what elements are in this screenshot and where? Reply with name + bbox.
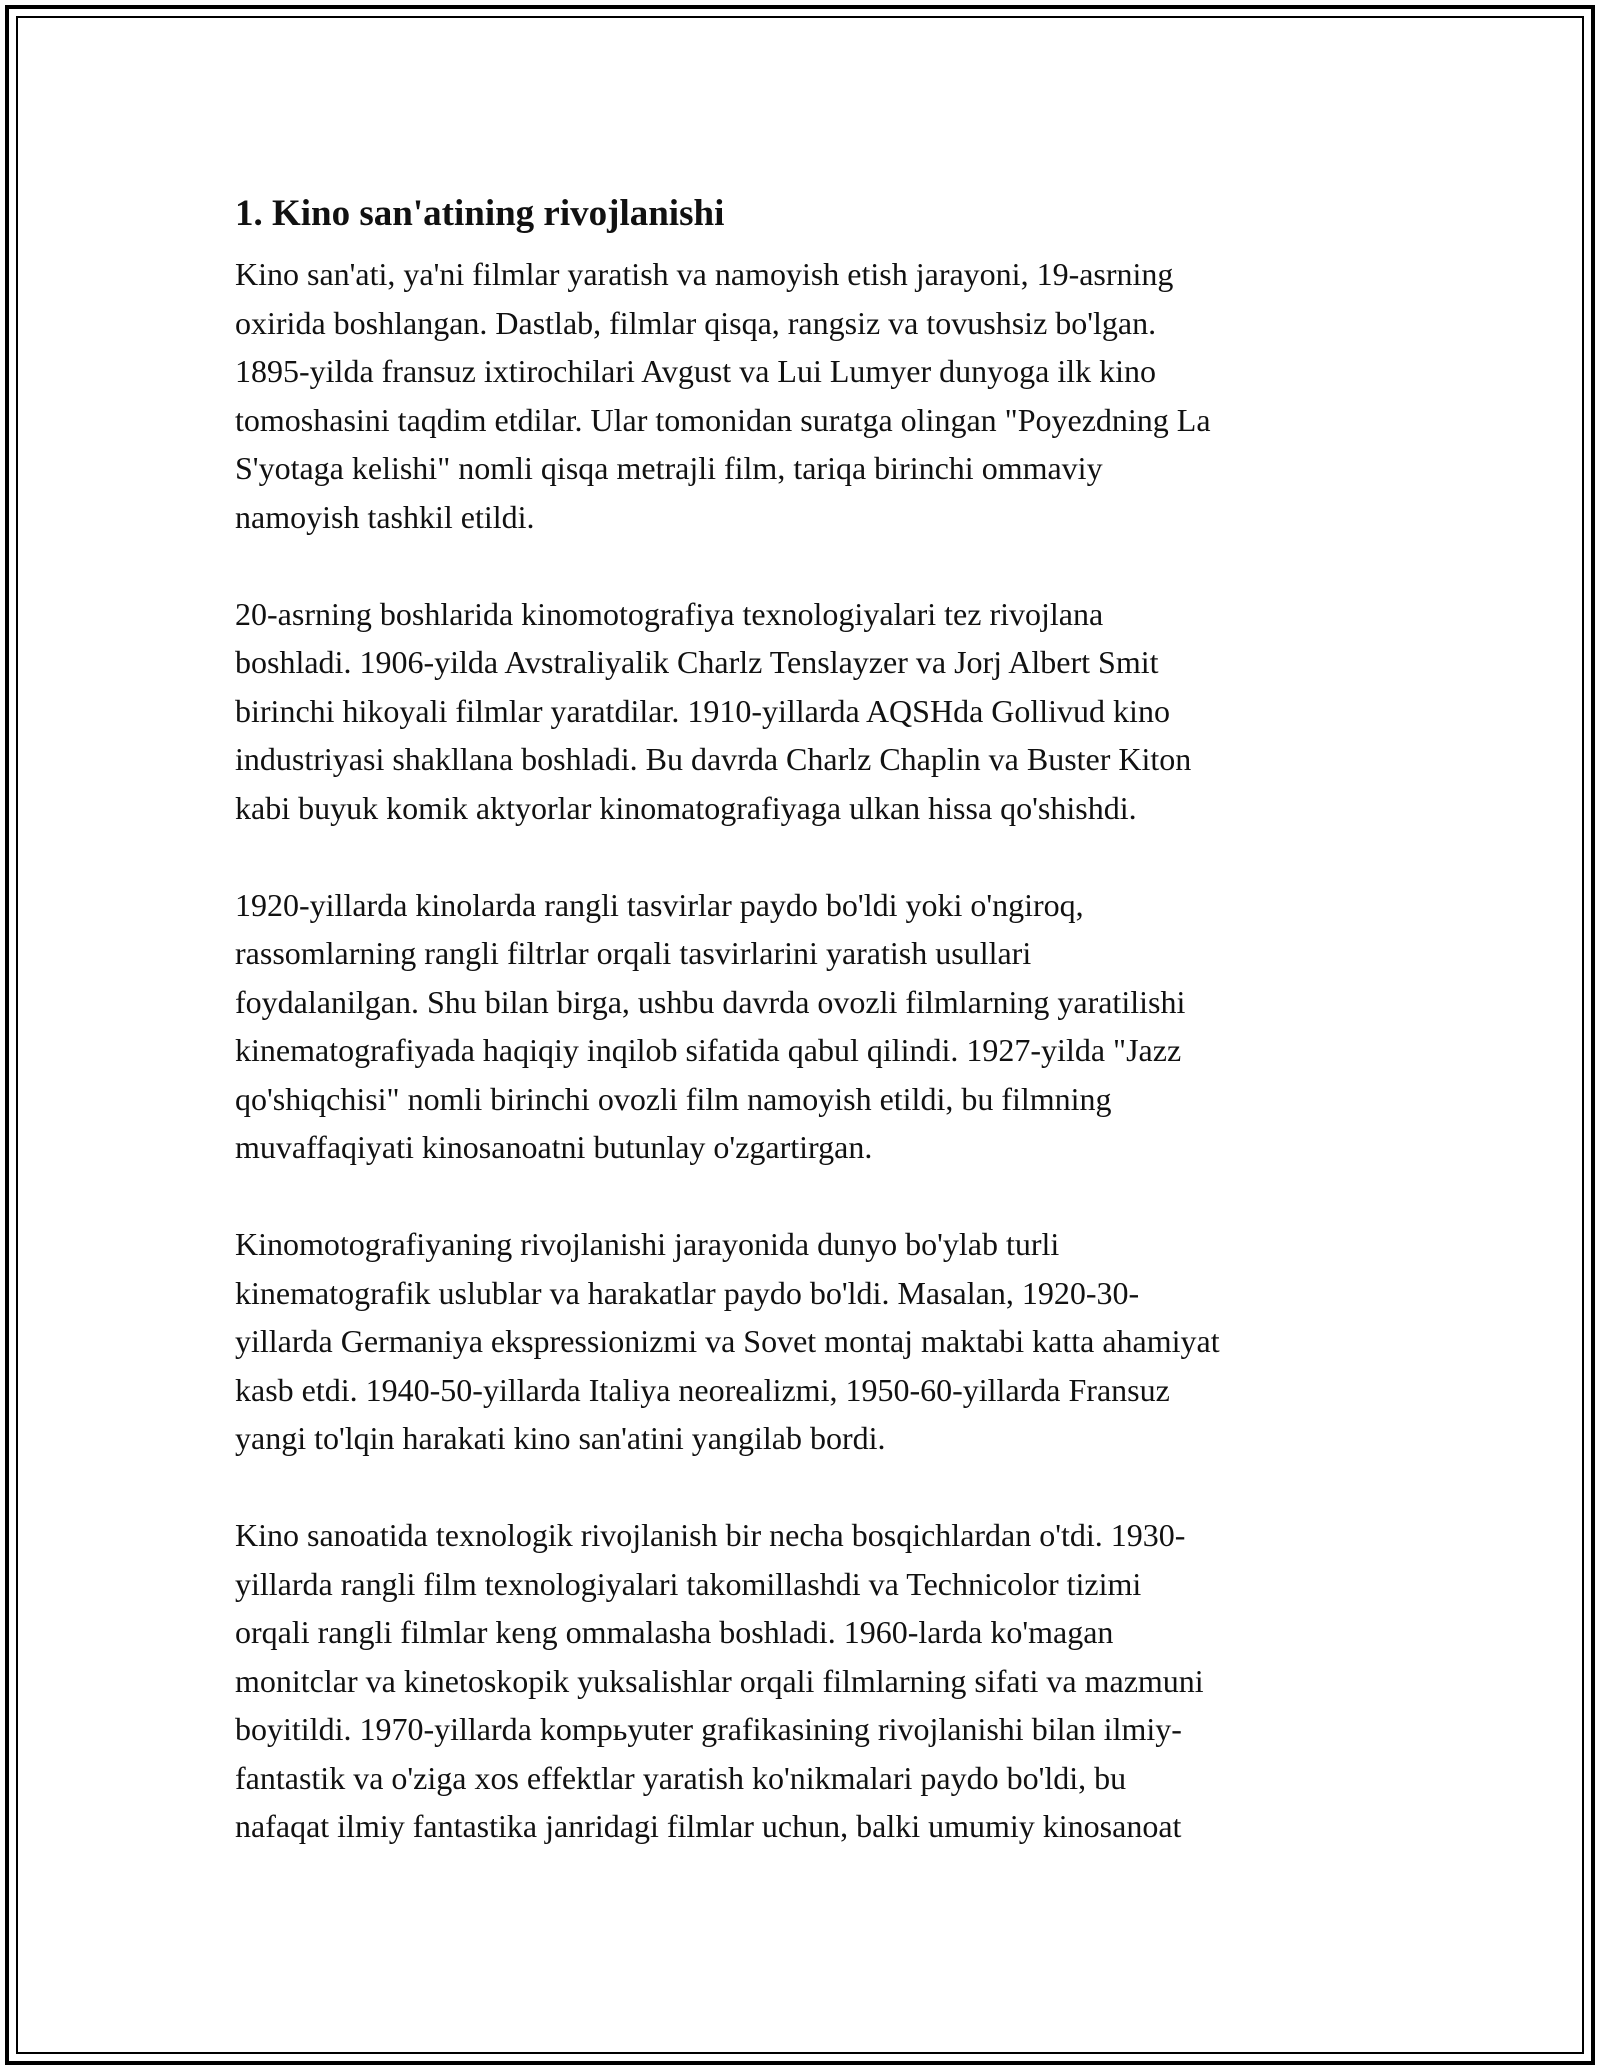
text-line: birinchi hikoyali filmlar yaratdilar. 1910-yillarda AQSHda Gollivud kino xyxy=(235,692,1170,729)
document-body xyxy=(235,186,1375,1899)
text-line: kabi buyuk komik aktyorlar kinomatografiyaga ulkan hissa qo'shishdi. xyxy=(235,789,1137,826)
text-line: kasb etdi. 1940-50-yillarda Italiya neorealizmi, 1950-60-yillarda Fransuz xyxy=(235,1371,1170,1408)
text-line: 1895-yilda fransuz ixtirochilari Avgust va Lui Lumyer dunyoga ilk kino xyxy=(235,353,1156,389)
text-line: foydalanilgan. Shu bilan birga, ushbu davrda ovozli filmlarning yaratilishi xyxy=(235,983,1186,1020)
text-line: boshladi. 1906-yilda Avstraliyalik Charlz Tenslayzer va Jorj Albert Smit xyxy=(235,644,1159,680)
section-title: 1. Kino san'atining rivojlanishi xyxy=(235,193,725,234)
text-line: 20-asrning boshlarida kinomotografiya texnologiyalari tez rivojlana xyxy=(235,595,1104,632)
text-line: Kino sanoatida texnologik rivojlanish bir necha bosqichlardan o'tdi. 1930- xyxy=(235,1517,1186,1553)
paragraph-5 xyxy=(235,1511,1375,1851)
text-line: tomoshasini taqdim etdilar. Ular tomonidan suratga olingan "Poyezdning La xyxy=(235,401,1211,438)
paragraph-3 xyxy=(235,881,1375,1172)
text-line: 1920-yillarda kinolarda rangli tasvirlar paydo bo'ldi yoki o'ngiroq, xyxy=(235,886,1084,923)
text-line: yillarda Germaniya ekspressionizmi va Sovet montaj maktabi katta ahamiyat xyxy=(235,1323,1220,1359)
text-line: kinematografik uslublar va harakatlar paydo bo'ldi. Masalan, 1920-30- xyxy=(235,1274,1140,1311)
text-line: qo'shiqchisi" nomli birinchi ovozli film namoyish etildi, bu filmning xyxy=(235,1080,1112,1117)
text-line: yillarda rangli film texnologiyalari takomillashdi va Technicolor tizimi xyxy=(235,1565,1142,1602)
text-line: orqali rangli filmlar keng ommalasha boshladi. 1960-larda ko'magan xyxy=(235,1614,1114,1650)
text-line: Kino san'ati, ya'ni filmlar yaratish va namoyish etish jarayoni, 19-asrning xyxy=(235,256,1174,292)
text-line: S'yotaga kelishi" nomli qisqa metrajli film, tariqa birinchi ommaviy xyxy=(235,450,1103,486)
text-line: nafaqat ilmiy fantastika janridagi filmlar uchun, balki umumiy kinosanoat xyxy=(235,1808,1182,1844)
text-line: oxirida boshlangan. Dastlab, filmlar qisqa, rangsiz va tovushsiz bo'lgan. xyxy=(235,304,1157,341)
text-line: industriyasi shakllana boshladi. Bu davrda Charlz Chaplin va Buster Kiton xyxy=(235,741,1192,777)
text-line: monitclar va kinetoskopik yuksalishlar orqali filmlarning sifati va mazmuni xyxy=(235,1662,1204,1699)
text-line: boyitildi. 1970-yillarda kompьyuter grafikasining rivojlanishi bilan ilmiy- xyxy=(235,1711,1182,1747)
paragraph-4 xyxy=(235,1220,1375,1463)
text-line: kinematografiyada haqiqiy inqilob sifatida qabul qilindi. 1927-yilda "Jazz xyxy=(235,1032,1182,1068)
text-line: Kinomotografiyaning rivojlanishi jarayonida dunyo bo'ylab turli xyxy=(235,1226,1060,1262)
text-line: muvaffaqiyati kinosanoatni butunlay o'zgartirgan. xyxy=(235,1129,873,1165)
paragraph-2 xyxy=(235,590,1375,833)
text-line: rassomlarning rangli filtrlar orqali tasvirlarini yaratish usullari xyxy=(235,935,1032,971)
text-line: namoyish tashkil etildi. xyxy=(235,498,535,535)
paragraph-1 xyxy=(235,250,1375,541)
text-line: yangi to'lqin harakati kino san'atini yangilab bordi. xyxy=(235,1420,886,1456)
text-line: fantastik va o'ziga xos effektlar yaratish ko'nikmalari paydo bo'ldi, bu xyxy=(235,1759,1127,1796)
